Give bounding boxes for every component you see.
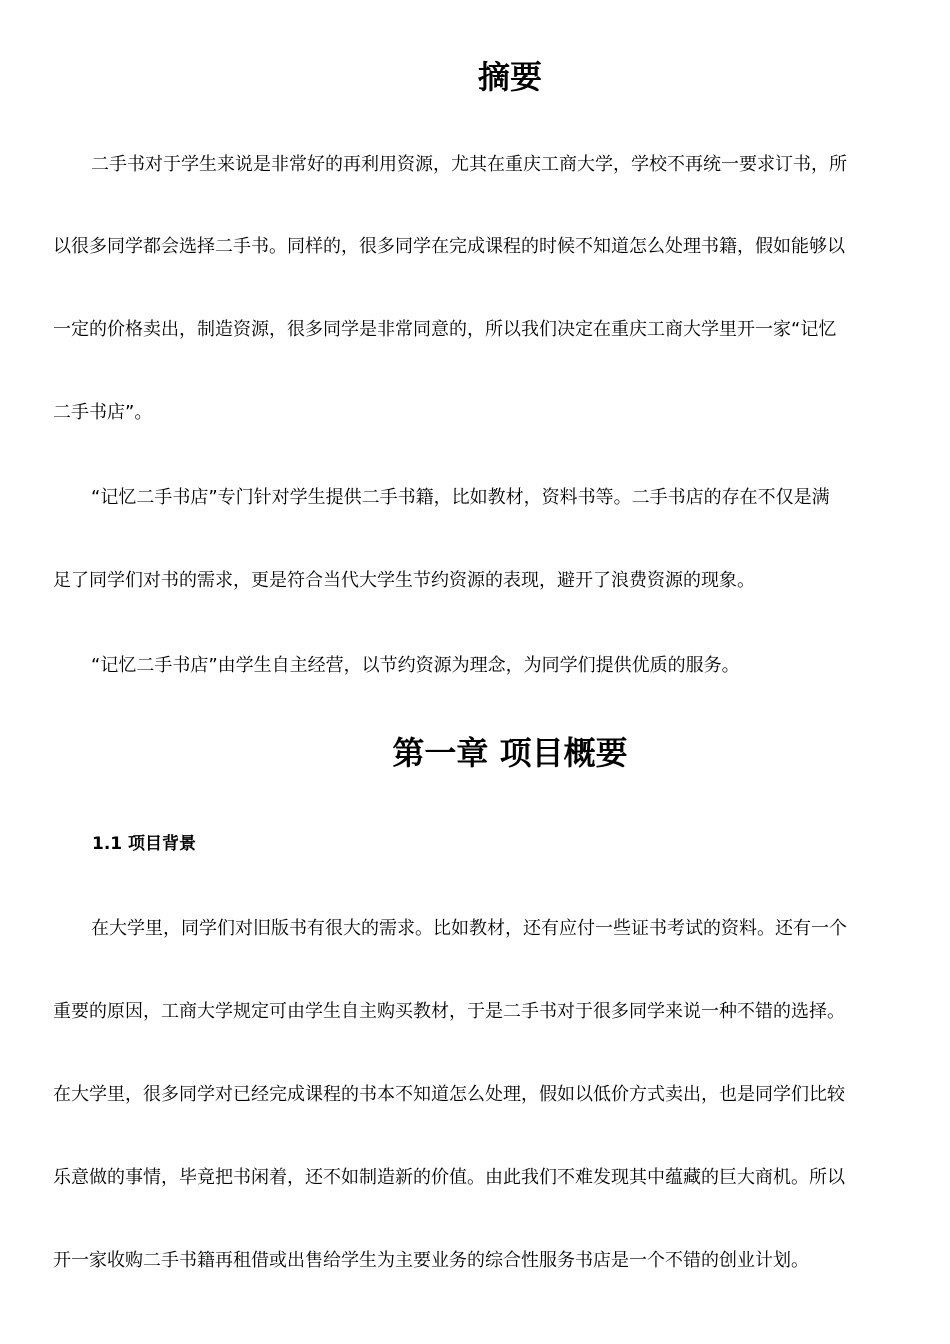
section-line-5: 开一家收购二手书籍再租借或出售给学生为主要业务的综合性服务书店是一个不错的创业计划。 — [53, 1250, 809, 1271]
section-line-2: 重要的原因，工商大学规定可由学生自主购买教材，于是二手书对于很多同学来说一种不错的选择。 — [53, 1001, 845, 1022]
section-line-1: 在大学里，同学们对旧版书有很大的需求。比如教材，还有应付一些证书考试的资料。还有一个 — [91, 918, 847, 939]
abstract-p1-line-3: 一定的价格卖出，制造资源，很多同学是非常同意的，所以我们决定在重庆工商大学里开一家“记忆 — [53, 319, 837, 340]
abstract-p1-line-1: 二手书对于学生来说是非常好的再利用资源，尤其在重庆工商大学，学校不再统一要求订书，所 — [91, 154, 847, 175]
section-line-3: 在大学里，很多同学对已经完成课程的书本不知道怎么处理，假如以低价方式卖出，也是同学们比较 — [53, 1084, 845, 1105]
abstract-p1-line-4: 二手书店”。 — [53, 402, 153, 423]
chapter-title: 第一章 项目概要 — [392, 734, 628, 772]
abstract-p2-line-2: 足了同学们对书的需求，更是符合当代大学生节约资源的表现，避开了浪费资源的现象。 — [53, 570, 755, 591]
section-line-4: 乐意做的事情，毕竟把书闲着，还不如制造新的价值。由此我们不难发现其中蕴藏的巨大商机。所以 — [53, 1167, 845, 1188]
abstract-p2-line-1: “记忆二手书店”专门针对学生提供二手书籍，比如教材，资料书等。二手书店的存在不仅是满 — [91, 487, 830, 508]
abstract-title: 摘要 — [477, 58, 542, 96]
abstract-p3-line-1: “记忆二手书店”由学生自主经营，以节约资源为理念，为同学们提供优质的服务。 — [91, 655, 740, 676]
section-heading: 1.1 项目背景 — [92, 834, 197, 854]
abstract-p1-line-2: 以很多同学都会选择二手书。同样的，很多同学在完成课程的时候不知道怎么处理书籍，假如能够以 — [53, 236, 845, 257]
